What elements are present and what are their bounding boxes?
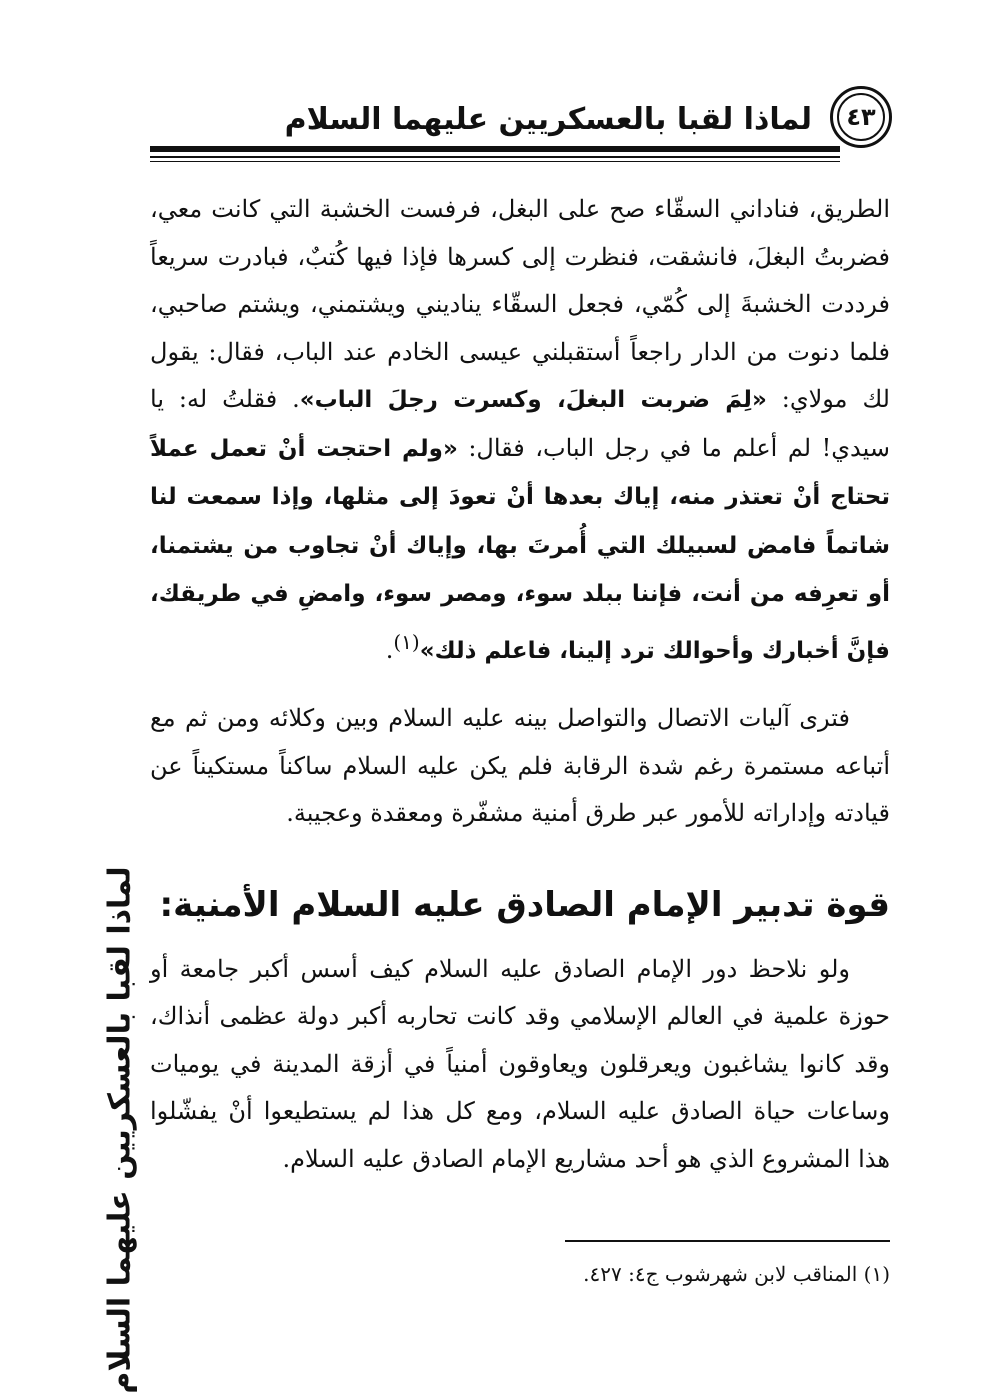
header-rule-thick — [150, 146, 840, 152]
paragraph-1-middle: . فقلتُ له: يا سيدي! لم أعلم ما في رجل الباب، فقال: — [150, 385, 890, 462]
side-title-text: لماذا لقبا بالعسكريين عليهما السلام — [102, 866, 138, 1394]
side-running-title — [90, 866, 150, 1394]
footnote-reference: (١) — [393, 629, 420, 654]
paragraph-2: فترى آليات الاتصال والتواصل بينه عليه السلام وبين وكلائه ومن ثم مع أتباعه مستمرة رغم شدة الرقابة فلم يكن عليه السلام ساكناً مستكيناً عن قيادته وإداراته للأمور عبر طرق أمنية مشفّرة ومعقدة وعجيبة. — [150, 704, 890, 827]
section-heading: قوة تدبير الإمام الصادق عليه السلام الأمنية: — [159, 884, 890, 925]
body-text — [150, 186, 890, 1183]
page-number: ٤٣ — [837, 93, 885, 141]
page-number-badge — [830, 86, 892, 148]
running-title: لماذا لقبا بالعسكريين عليهما السلام — [284, 102, 812, 137]
quote-2: «ولم احتجت أنْ تعمل عملاً تحتاج أنْ تعتذر منه، إياك بعدها أنْ تعودَ إلى مثلها، وإذا سمعت لنا شاتماً فامض لسبيلك التي أُمرتَ بها، وإياك أنْ تجاوب من يشتمنا، أو تعرِفه من أنت، فإننا ببلد سوء، ومصر سوء، وامضِ في طريقك، فإنَّ أخبارك وأحوالك ترد إلينا، فاعلم ذلك» — [150, 435, 890, 664]
footnote: (١) المناقب لابن شهرشوب ج٤: ٤٢٧. — [583, 1262, 890, 1286]
footnote-rule — [565, 1240, 890, 1242]
paragraph-1 — [150, 186, 890, 675]
paragraph-1-text: الطريق، فناداني السقّاء صح على البغل، فرفست الخشبة التي كانت معي، فضربتُ البغلَ، فانشقت، فنظرت إلى كسرها فإذا فيها كُتبٌ، فبادرت سريعاً فرددت الخشبةَ إلى كُمّي، فجعل السقّاء يناديني ويشتمني، ويشتم صاحبي، فلما دنوت من الدار راجعاً أستقبلني عيسى الخادم عند الباب، فقال: يقول لك مولاي: — [150, 195, 890, 413]
paragraph-3: ولو نلاحظ دور الإمام الصادق عليه السلام كيف أسس أكبر جامعة أو حوزة علمية في العالم الإسلامي وقد كانت تحاربه أكبر دولة عظمى أنذاك، وقد كانوا يشاغبون ويعرقلون ويعاوقون أمنياً في أزقة المدينة في يوميات وساعات حياة الصادق عليه السلام، ومع كل هذا لم يستطيعوا أنْ يفشّلوا هذا المشروع الذي هو أحد مشاريع الإمام الصادق عليه السلام. — [150, 954, 891, 1173]
header-rule-hairline — [150, 161, 840, 162]
page-header — [150, 86, 880, 166]
quote-1: «لِمَ ضربت البغلَ، وكسرت رجلَ الباب» — [299, 387, 767, 413]
header-rule-thin — [150, 156, 840, 158]
paragraph-1-end: . — [385, 635, 394, 664]
